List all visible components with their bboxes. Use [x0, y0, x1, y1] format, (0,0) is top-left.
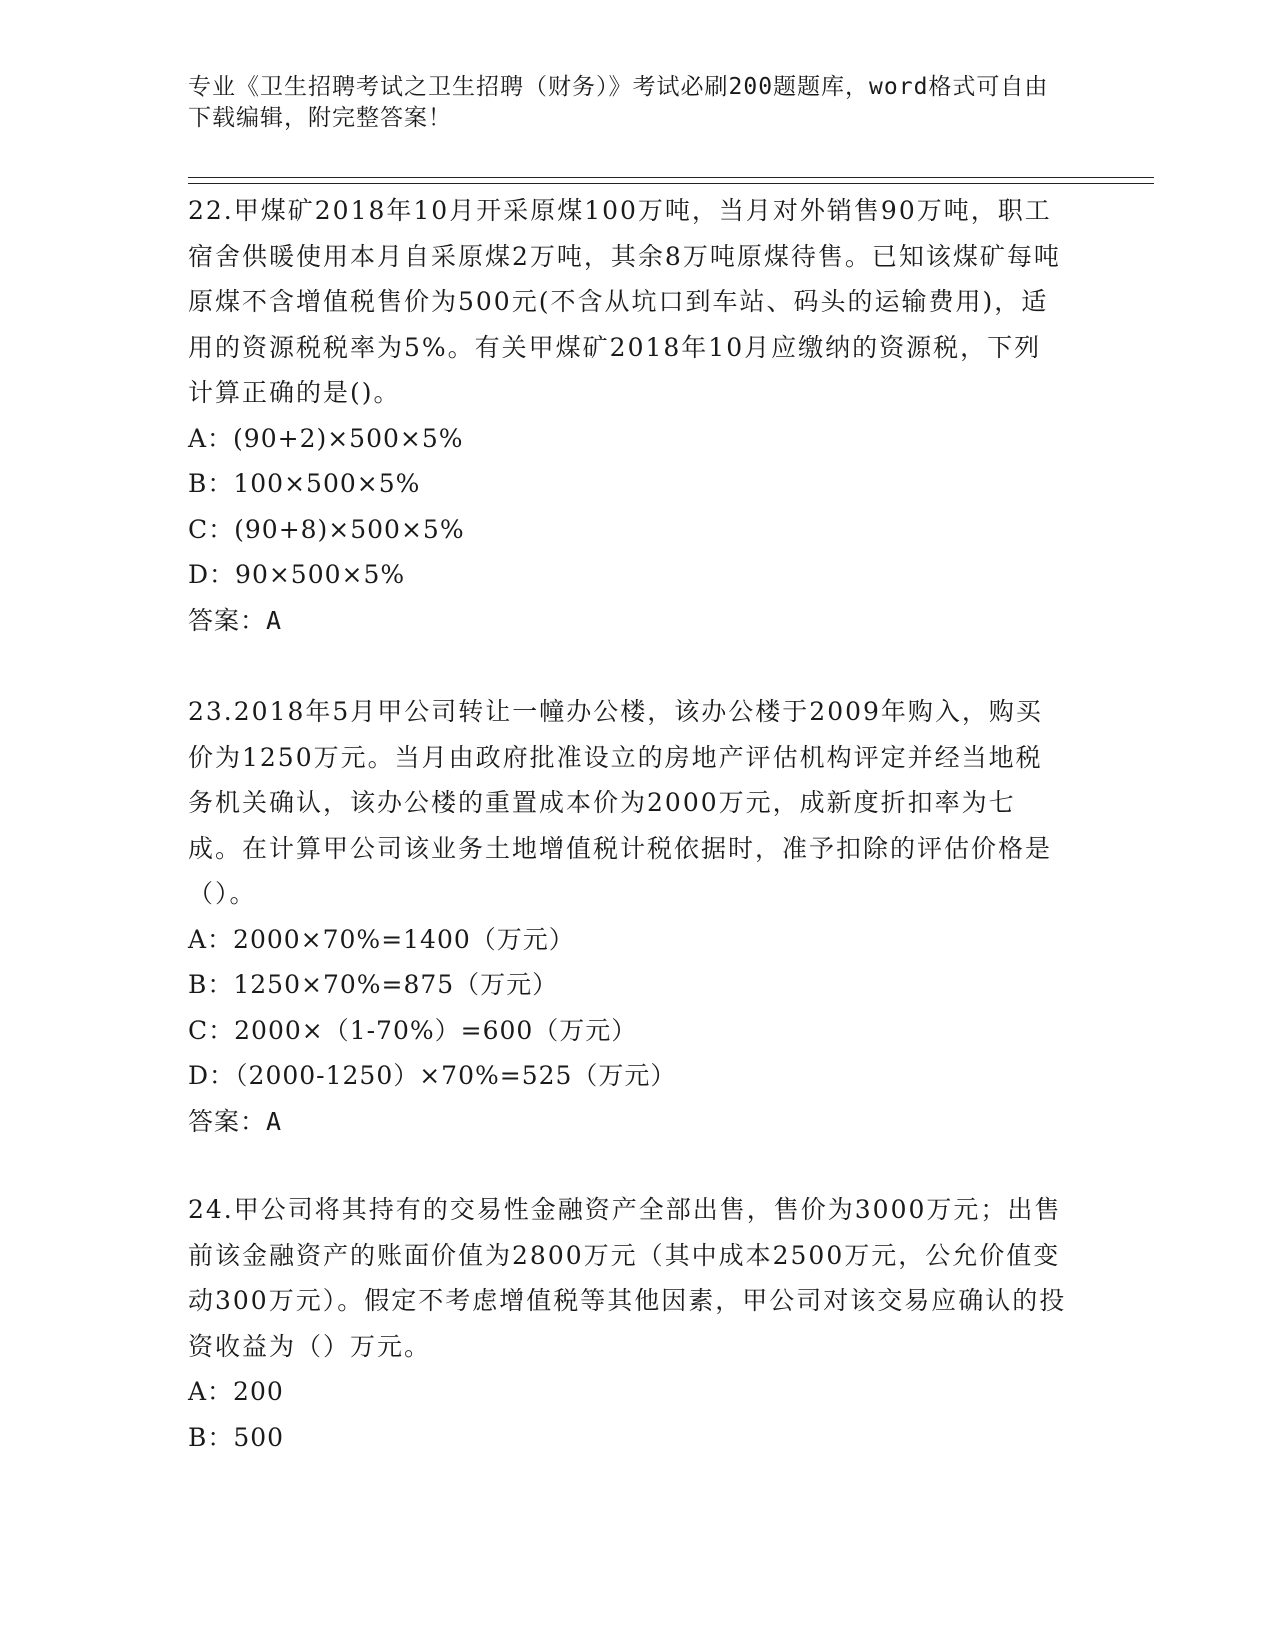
header-rule-top	[188, 177, 1154, 178]
option-b: B：1250×70%=875（万元）	[188, 970, 559, 999]
question-23	[188, 689, 1068, 1144]
option-d: D：（2000-1250）×70%=525（万元）	[188, 1061, 677, 1090]
option-c: C：(90+8)×500×5%	[188, 514, 465, 544]
answer: 答案：A	[188, 1106, 283, 1136]
option-a: A：2000×70%=1400（万元）	[188, 924, 575, 954]
question-24	[188, 1187, 1068, 1460]
option-a: A：200	[188, 1377, 284, 1406]
answer: 答案：A	[188, 605, 283, 635]
option-d: D：90×500×5%	[188, 560, 406, 589]
question-stem: 24.甲公司将其持有的交易性金融资产全部出售，售价为3000万元；出售前该金融资产的账面价值为2800万元（其中成本2500万元，公允价值变动300万元）。假定不考虑增值税等其他因素，甲公司对该交易应确认的投资收益为（）万元。	[188, 1195, 1067, 1361]
option-b: B：500	[188, 1422, 285, 1452]
header-rule-bottom	[188, 183, 1154, 184]
question-22	[188, 188, 1068, 643]
option-a: A：(90+2)×500×5%	[188, 423, 464, 453]
question-stem: 23.2018年5月甲公司转让一幢办公楼，该办公楼于2009年购入，购买价为1250万元。当月由政府批准设立的房地产评估机构评定并经当地税务机关确认，该办公楼的重置成本价为2000万元，成新度折扣率为七成。在计算甲公司该业务土地增值税计税依据时，准予扣除的评估价格是（）。	[188, 697, 1053, 908]
document-header-title: 专业《卫生招聘考试之卫生招聘（财务）》考试必刷200题题库，word格式可自由下载编辑，附完整答案！	[188, 74, 1049, 131]
question-stem: 22.甲煤矿2018年10月开采原煤100万吨，当月对外销售90万吨，职工宿舍供暖使用本月自采原煤2万吨，其余8万吨原煤待售。已知该煤矿每吨原煤不含增值税售价为500元(不含从坑口到车站、码头的运输费用)，适用的资源税税率为5%。有关甲煤矿2018年10月应缴纳的资源税，下列计算正确的是()。	[188, 196, 1061, 407]
option-c: C：2000×（1-70%）=600（万元）	[188, 1015, 638, 1045]
option-b: B：100×500×5%	[188, 469, 421, 498]
